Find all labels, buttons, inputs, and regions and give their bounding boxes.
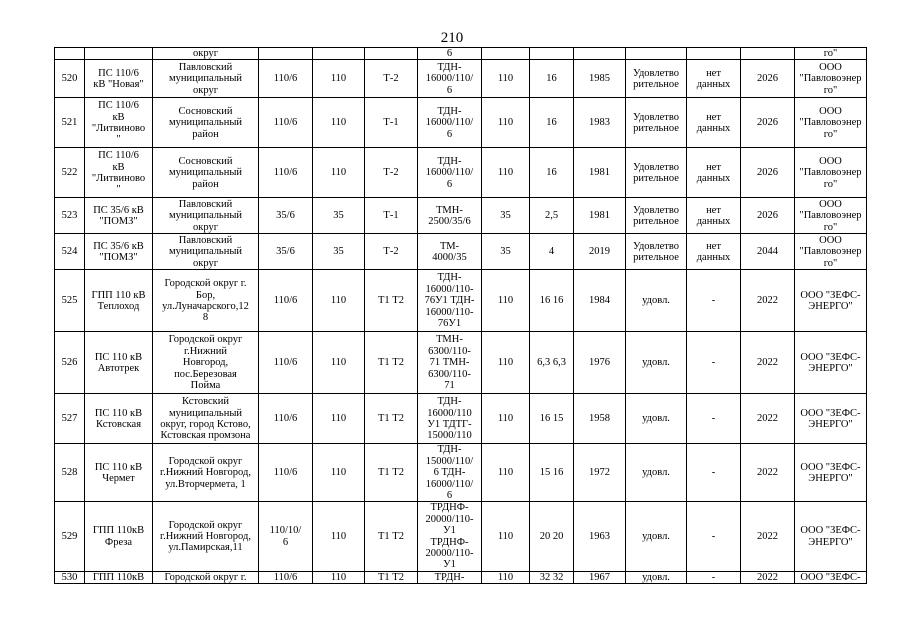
capacity-cell: 16 (530, 60, 574, 98)
table-row (55, 48, 867, 60)
substation-name-cell: ПС 35/6 кВ "ПОМЗ" (85, 234, 153, 270)
transformer-type-cell: ТМН- 6300/110- 71 ТМН- 6300/110- 71 (418, 332, 482, 394)
substation-name-cell: ПС 110/6 кВ "Новая" (85, 60, 153, 98)
owner-cell: ООО "ЗЕФС- (795, 571, 867, 583)
year-cell: 1963 (574, 502, 626, 571)
voltage-class-cell: 35/6 (259, 198, 313, 234)
hv-voltage-cell (482, 48, 530, 60)
owner-cell: ООО "ЗЕФС- ЭНЕРГО" (795, 270, 867, 332)
substation-name-cell: ГПП 110 кВ Теплоход (85, 270, 153, 332)
substation-name-cell: ГПП 110кВ (85, 571, 153, 583)
condition-cell: Удовлетво рительное (626, 98, 687, 148)
page-number: 210 (440, 30, 464, 46)
transformer-designation-cell: Т1 Т2 (365, 270, 418, 332)
location-cell: Павловский муниципальный округ (153, 234, 259, 270)
year-cell: 1985 (574, 60, 626, 98)
transformer-designation-cell: Т-1 (365, 98, 418, 148)
deadline-year-cell: 2022 (741, 332, 795, 394)
hv-voltage-cell: 110 (482, 571, 530, 583)
transformer-type-cell: ТРДНФ- 20000/110- У1 ТРДНФ- 20000/110- У1 (418, 502, 482, 571)
hv-voltage-cell: 110 (482, 98, 530, 148)
deadline-year-cell (741, 48, 795, 60)
owner-cell: ООО "ЗЕФС- ЭНЕРГО" (795, 444, 867, 502)
table-row (55, 234, 867, 270)
deadline-year-cell: 2022 (741, 444, 795, 502)
substation-name-cell: ПС 110/6 кВ "Литвиново " (85, 98, 153, 148)
year-cell: 1981 (574, 148, 626, 198)
condition-cell: Удовлетво рительное (626, 234, 687, 270)
hv-voltage-cell: 110 (482, 332, 530, 394)
year-cell: 2019 (574, 234, 626, 270)
substation-name-cell: ПС 110 кВ Автотрек (85, 332, 153, 394)
year-cell: 1983 (574, 98, 626, 148)
row-number-cell: 523 (55, 198, 85, 234)
year-cell: 1958 (574, 394, 626, 444)
row-number-cell: 525 (55, 270, 85, 332)
row-number-cell: 521 (55, 98, 85, 148)
transformer-type-cell: ТДН- 16000/110- 76У1 ТДН- 16000/110- 76У1 (418, 270, 482, 332)
owner-cell: ООО "Павловоэнер го" (795, 60, 867, 98)
rated-voltage-cell: 110 (313, 332, 365, 394)
transformer-designation-cell: Т1 Т2 (365, 444, 418, 502)
rated-voltage-cell: 110 (313, 148, 365, 198)
row-number-cell: 520 (55, 60, 85, 98)
condition-cell: удовл. (626, 332, 687, 394)
transformer-designation-cell: Т-2 (365, 234, 418, 270)
rated-voltage-cell: 110 (313, 98, 365, 148)
hv-voltage-cell: 110 (482, 394, 530, 444)
transformer-type-cell: ТРДН- (418, 571, 482, 583)
condition-cell: удовл. (626, 502, 687, 571)
location-cell: Сосновский муниципальный район (153, 148, 259, 198)
data-status-cell: - (687, 270, 741, 332)
owner-cell: го" (795, 48, 867, 60)
rated-voltage-cell: 110 (313, 60, 365, 98)
row-number-cell: 530 (55, 571, 85, 583)
capacity-cell: 20 20 (530, 502, 574, 571)
transformer-type-cell: ТДН- 15000/110/ 6 ТДН- 16000/110/ 6 (418, 444, 482, 502)
transformer-designation-cell: Т-2 (365, 60, 418, 98)
table-row (55, 198, 867, 234)
data-status-cell: - (687, 502, 741, 571)
voltage-class-cell (259, 48, 313, 60)
capacity-cell: 6,3 6,3 (530, 332, 574, 394)
hv-voltage-cell: 110 (482, 148, 530, 198)
transformer-type-cell: ТМ- 4000/35 (418, 234, 482, 270)
capacity-cell: 4 (530, 234, 574, 270)
location-cell: округ (153, 48, 259, 60)
capacity-cell: 15 16 (530, 444, 574, 502)
voltage-class-cell: 110/6 (259, 444, 313, 502)
transformer-designation-cell: Т-1 (365, 198, 418, 234)
row-number-cell: 528 (55, 444, 85, 502)
hv-voltage-cell: 110 (482, 270, 530, 332)
capacity-cell: 16 (530, 148, 574, 198)
location-cell: Городской округ г.Нижний Новгород, ул.Вторчермета, 1 (153, 444, 259, 502)
condition-cell: Удовлетво рительное (626, 198, 687, 234)
substation-name-cell: ПС 35/6 кВ "ПОМЗ" (85, 198, 153, 234)
substation-name-cell: ГПП 110кВ Фреза (85, 502, 153, 571)
owner-cell: ООО "Павловоэнер го" (795, 98, 867, 148)
location-cell: Кстовский муниципальный округ, город Кстово, Кстовская промзона (153, 394, 259, 444)
transformer-designation-cell (365, 48, 418, 60)
rated-voltage-cell: 110 (313, 502, 365, 571)
table-row (55, 270, 867, 332)
transformer-type-cell: ТДН- 16000/110/ 6 (418, 98, 482, 148)
substation-name-cell (85, 48, 153, 60)
transformer-designation-cell: Т1 Т2 (365, 571, 418, 583)
deadline-year-cell: 2022 (741, 270, 795, 332)
voltage-class-cell: 110/6 (259, 98, 313, 148)
condition-cell: удовл. (626, 571, 687, 583)
rated-voltage-cell: 110 (313, 571, 365, 583)
location-cell: Городской округ г. Бор, ул.Луначарского,12 8 (153, 270, 259, 332)
data-status-cell: - (687, 571, 741, 583)
table-row (55, 394, 867, 444)
condition-cell: удовл. (626, 444, 687, 502)
rated-voltage-cell (313, 48, 365, 60)
row-number-cell: 524 (55, 234, 85, 270)
rated-voltage-cell: 35 (313, 198, 365, 234)
table-row (55, 332, 867, 394)
hv-voltage-cell: 110 (482, 502, 530, 571)
year-cell: 1972 (574, 444, 626, 502)
deadline-year-cell: 2022 (741, 394, 795, 444)
voltage-class-cell: 110/6 (259, 148, 313, 198)
owner-cell: ООО "Павловоэнер го" (795, 148, 867, 198)
table-row (55, 98, 867, 148)
data-status-cell: - (687, 332, 741, 394)
location-cell: Городской округ г. (153, 571, 259, 583)
hv-voltage-cell: 110 (482, 444, 530, 502)
transformer-designation-cell: Т1 Т2 (365, 332, 418, 394)
owner-cell: ООО "ЗЕФС- ЭНЕРГО" (795, 332, 867, 394)
location-cell: Городской округ г.Нижний Новгород, пос.Березовая Пойма (153, 332, 259, 394)
deadline-year-cell: 2026 (741, 198, 795, 234)
location-cell: Павловский муниципальный округ (153, 198, 259, 234)
condition-cell: Удовлетво рительное (626, 60, 687, 98)
table-row (55, 148, 867, 198)
deadline-year-cell: 2026 (741, 148, 795, 198)
data-status-cell: - (687, 394, 741, 444)
voltage-class-cell: 35/6 (259, 234, 313, 270)
hv-voltage-cell: 35 (482, 234, 530, 270)
data-status-cell: нет данных (687, 98, 741, 148)
data-status-cell: - (687, 444, 741, 502)
data-status-cell: нет данных (687, 60, 741, 98)
deadline-year-cell: 2044 (741, 234, 795, 270)
capacity-cell (530, 48, 574, 60)
deadline-year-cell: 2022 (741, 502, 795, 571)
condition-cell: удовл. (626, 270, 687, 332)
transformer-designation-cell: Т1 Т2 (365, 502, 418, 571)
voltage-class-cell: 110/6 (259, 270, 313, 332)
owner-cell: ООО "Павловоэнер го" (795, 198, 867, 234)
substations-table (54, 47, 867, 584)
location-cell: Павловский муниципальный округ (153, 60, 259, 98)
year-cell: 1976 (574, 332, 626, 394)
data-status-cell: нет данных (687, 198, 741, 234)
table-row (55, 502, 867, 571)
voltage-class-cell: 110/6 (259, 571, 313, 583)
hv-voltage-cell: 110 (482, 60, 530, 98)
capacity-cell: 16 15 (530, 394, 574, 444)
capacity-cell: 2,5 (530, 198, 574, 234)
deadline-year-cell: 2026 (741, 60, 795, 98)
substation-name-cell: ПС 110 кВ Кстовская (85, 394, 153, 444)
row-number-cell (55, 48, 85, 60)
table-row (55, 444, 867, 502)
capacity-cell: 16 (530, 98, 574, 148)
location-cell: Сосновский муниципальный район (153, 98, 259, 148)
year-cell: 1967 (574, 571, 626, 583)
transformer-designation-cell: Т-2 (365, 148, 418, 198)
owner-cell: ООО "ЗЕФС- ЭНЕРГО" (795, 502, 867, 571)
voltage-class-cell: 110/6 (259, 332, 313, 394)
year-cell (574, 48, 626, 60)
data-status-cell: нет данных (687, 148, 741, 198)
voltage-class-cell: 110/6 (259, 60, 313, 98)
row-number-cell: 529 (55, 502, 85, 571)
voltage-class-cell: 110/10/ 6 (259, 502, 313, 571)
table-row (55, 60, 867, 98)
transformer-type-cell: ТДН- 16000/110/ 6 (418, 148, 482, 198)
capacity-cell: 32 32 (530, 571, 574, 583)
transformer-type-cell: 6 (418, 48, 482, 60)
rated-voltage-cell: 110 (313, 444, 365, 502)
deadline-year-cell: 2026 (741, 98, 795, 148)
deadline-year-cell: 2022 (741, 571, 795, 583)
row-number-cell: 527 (55, 394, 85, 444)
location-cell: Городской округ г.Нижний Новгород, ул.Памирская,11 (153, 502, 259, 571)
transformer-type-cell: ТДН- 16000/110/ 6 (418, 60, 482, 98)
condition-cell: удовл. (626, 394, 687, 444)
hv-voltage-cell: 35 (482, 198, 530, 234)
voltage-class-cell: 110/6 (259, 394, 313, 444)
transformer-type-cell: ТДН- 16000/110 У1 ТДТГ- 15000/110 (418, 394, 482, 444)
transformer-type-cell: ТМН- 2500/35/6 (418, 198, 482, 234)
capacity-cell: 16 16 (530, 270, 574, 332)
row-number-cell: 522 (55, 148, 85, 198)
substation-name-cell: ПС 110/6 кВ "Литвиново " (85, 148, 153, 198)
rated-voltage-cell: 110 (313, 394, 365, 444)
data-status-cell (687, 48, 741, 60)
rated-voltage-cell: 110 (313, 270, 365, 332)
year-cell: 1981 (574, 198, 626, 234)
year-cell: 1984 (574, 270, 626, 332)
condition-cell: Удовлетво рительное (626, 148, 687, 198)
row-number-cell: 526 (55, 332, 85, 394)
substation-name-cell: ПС 110 кВ Чермет (85, 444, 153, 502)
rated-voltage-cell: 35 (313, 234, 365, 270)
transformer-designation-cell: Т1 Т2 (365, 394, 418, 444)
condition-cell (626, 48, 687, 60)
data-status-cell: нет данных (687, 234, 741, 270)
table-row (55, 571, 867, 583)
owner-cell: ООО "Павловоэнер го" (795, 234, 867, 270)
owner-cell: ООО "ЗЕФС- ЭНЕРГО" (795, 394, 867, 444)
